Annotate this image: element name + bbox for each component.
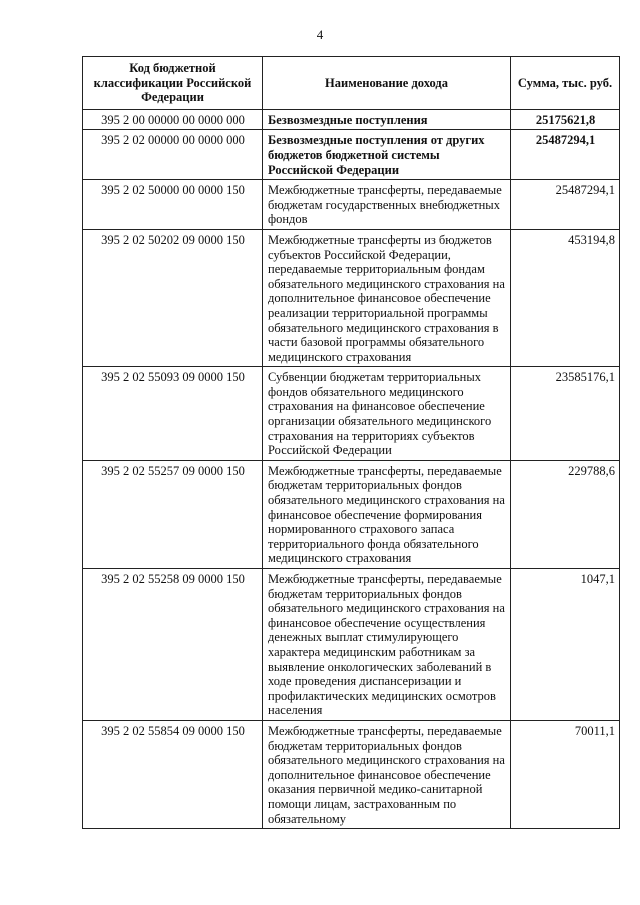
table-row [83, 569, 620, 721]
name-cell: Межбюджетные трансферты из бюджетов субъектов Российской Федерации, передаваемые территориальным фондам обязательного медицинского страхования на дополнительное финансовое обеспечение реализации территориальной программы обязательного медицинского страхования в части базовой программы обязательного медицинского страхования [263, 229, 511, 366]
name-cell: Безвозмездные поступления [263, 109, 511, 130]
amount-cell: 1047,1 [511, 569, 620, 721]
name-cell: Межбюджетные трансферты, передаваемые бюджетам территориальных фондов обязательного медицинского страхования на дополнительное финансовое обеспечение оказания первичной медико-санитарной помощи лицам, застрахованным по обязательному [263, 720, 511, 828]
name-cell: Межбюджетные трансферты, передаваемые бюджетам территориальных фондов обязательного медицинского страхования на финансовое обеспечение формирования нормированного страхового запаса территориального фонда обязательного медицинского страхования [263, 460, 511, 568]
code-cell: 395 2 02 55257 09 0000 150 [83, 460, 263, 568]
amount-cell: 23585176,1 [511, 367, 620, 461]
name-cell: Субвенции бюджетам территориальных фондов обязательного медицинского страхования на финансовое обеспечение организации обязательного медицинского страхования на территориях субъектов Российской Федерации [263, 367, 511, 461]
amount-cell: 25487294,1 [511, 130, 620, 180]
code-cell: 395 2 02 55258 09 0000 150 [83, 569, 263, 721]
table-row [83, 367, 620, 461]
code-cell: 395 2 02 55854 09 0000 150 [83, 720, 263, 828]
table-row [83, 229, 620, 366]
header-name: Наименование дохода [263, 57, 511, 110]
table-row [83, 720, 620, 828]
amount-cell: 229788,6 [511, 460, 620, 568]
header-amount: Сумма, тыс. руб. [511, 57, 620, 110]
code-cell: 395 2 02 50000 00 0000 150 [83, 180, 263, 230]
code-cell: 395 2 00 00000 00 0000 000 [83, 109, 263, 130]
name-cell: Межбюджетные трансферты, передаваемые бюджетам государственных внебюджетных фондов [263, 180, 511, 230]
amount-cell: 453194,8 [511, 229, 620, 366]
table-row [83, 180, 620, 230]
amount-cell: 70011,1 [511, 720, 620, 828]
code-cell: 395 2 02 50202 09 0000 150 [83, 229, 263, 366]
table-row [83, 460, 620, 568]
name-cell: Безвозмездные поступления от других бюджетов бюджетной системы Российской Федерации [263, 130, 511, 180]
code-cell: 395 2 02 55093 09 0000 150 [83, 367, 263, 461]
header-code: Код бюджетной классификации Российской Федерации [83, 57, 263, 110]
table-header-row [83, 57, 620, 110]
page-number: 4 [316, 27, 324, 42]
code-cell: 395 2 02 00000 00 0000 000 [83, 130, 263, 180]
amount-cell: 25487294,1 [511, 180, 620, 230]
table-row [83, 109, 620, 130]
name-cell: Межбюджетные трансферты, передаваемые бюджетам территориальных фондов обязательного медицинского страхования на финансовое обеспечение осуществления денежных выплат стимулирующего характера медицинским работникам за выявление онкологических заболеваний в ходе проведения диспансеризации и профилактических медицинских осмотров населения [263, 569, 511, 721]
table-row [83, 130, 620, 180]
revenue-table [82, 56, 620, 829]
amount-cell: 25175621,8 [511, 109, 620, 130]
